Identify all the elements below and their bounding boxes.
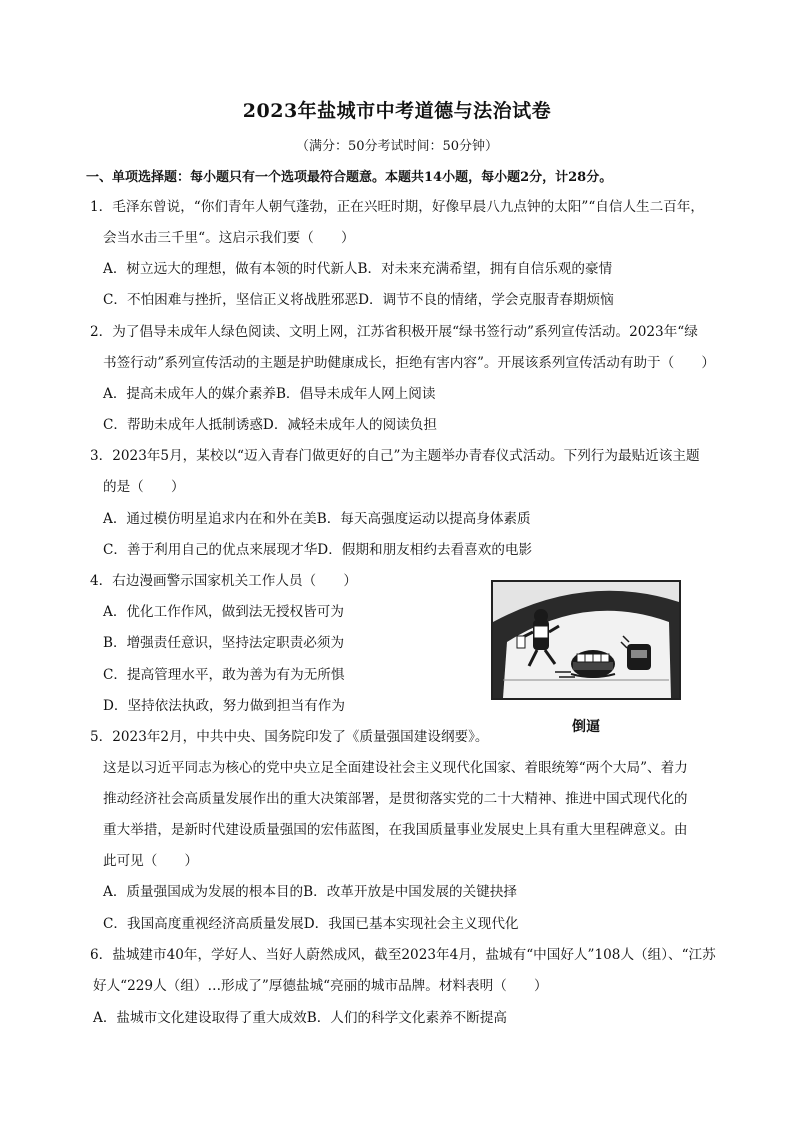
question-6-line-2: 好人“229人（组）…形成了”厚德盐城“亮丽的城市品牌。材料表明（ ） <box>93 978 548 994</box>
question-1-line-1: 1．毛泽东曾说，“你们青年人朝气蓬勃，正在兴旺时期，好像早晨八九点钟的太阳”“自信人生二百年， <box>90 199 705 215</box>
exam-subtitle: （满分：50分考试时间：50分钟） <box>295 139 499 154</box>
question-3-line-2: 的是（ ） <box>103 479 185 495</box>
question-3-line-1: 3．2023年5月，某校以“迈入青春门做更好的自己”为主题举办青春仪式活动。下列行为最贴近该主题 <box>90 448 700 464</box>
question-4-option-a: A．优化工作作风，做到法无授权皆可为 <box>103 604 344 620</box>
question-4-line-1: 4．右边漫画警示国家机关工作人员（ ） <box>90 573 357 589</box>
question-5-line-4: 重大举措，是新时代建设质量强国的宏伟蓝图，在我国质量事业发展史上具有重大里程碑意义。由 <box>103 822 688 838</box>
question-2-option-ab: A．提高未成年人的媒介素养B．倡导未成年人网上阅读 <box>103 386 436 402</box>
question-5-line-3: 推动经济社会高质量发展作出的重大决策部署，是贯彻落实党的二十大精神、推进中国式现代化的 <box>103 791 688 807</box>
question-5-option-cd: C．我国高度重视经济高质量发展D．我国已基本实现社会主义现代化 <box>103 916 519 932</box>
question-2-line-2: 书签行动”系列宣传活动的主题是护助健康成长，拒绝有害内容”。开展该系列宣传活动有助于（ ） <box>103 355 716 371</box>
question-5-line-5: 此可见（ ） <box>103 853 199 869</box>
question-5-line-1: 5．2023年2月，中共中央、国务院印发了《质量强国建设纲要》。 <box>90 729 489 745</box>
cartoon-drawing <box>493 582 679 698</box>
question-4-option-d: D．坚持依法执政，努力做到担当有作为 <box>103 698 345 714</box>
question-5-option-ab: A．质量强国成为发展的根本目的B．改革开放是中国发展的关键抉择 <box>103 884 518 900</box>
question-1-line-2: 会当水击三千里“。这启示我们要（ ） <box>103 230 355 246</box>
section-heading: 一、单项选择题：每小题只有一个选项最符合题意。本题共14小题，每小题2分，计28分。 <box>86 170 613 185</box>
cartoon-caption: 倒逼 <box>572 719 600 735</box>
exam-title: 2023年盐城市中考道德与法治试卷 <box>242 100 552 122</box>
question-3-option-cd: C．善于利用自己的优点来展现才华D．假期和朋友相约去看喜欢的电影 <box>103 542 533 558</box>
question-2-line-1: 2．为了倡导未成年人绿色阅读、文明上网，江苏省积极开展“绿书签行动”系列宣传活动。2023年“绿 <box>90 324 698 340</box>
question-2-option-cd: C．帮助未成年人抵制诱惑D．减轻未成年人的阅读负担 <box>103 417 437 433</box>
question-4-option-c: C．提高管理水平，敢为善为有为无所惧 <box>103 667 345 683</box>
question-5-line-2: 这是以习近平同志为核心的党中央立足全面建设社会主义现代化国家、着眼统筹“两个大局”、着力 <box>103 760 688 776</box>
question-6-option-ab: A．盐城市文化建设取得了重大成效B．人们的科学文化素养不断提高 <box>93 1010 508 1026</box>
cartoon-illustration <box>491 580 681 700</box>
question-1-option-cd: C．不怕困难与挫折，坚信正义将战胜邪恶D．调节不良的情绪，学会克服青春期烦恼 <box>103 292 614 308</box>
question-4-option-b: B．增强责任意识，坚持法定职责必须为 <box>103 635 345 651</box>
question-3-option-ab: A．通过模仿明星追求内在和外在美B．每天高强度运动以提高身体素质 <box>103 511 531 527</box>
question-1-option-ab: A．树立远大的理想，做有本领的时代新人B．对未来充满希望，拥有自信乐观的豪情 <box>103 261 613 277</box>
question-6-line-1: 6．盐城建市40年，学好人、当好人蔚然成风，截至2023年4月，盐城有“中国好人”108人（组）、“江苏 <box>90 947 716 963</box>
